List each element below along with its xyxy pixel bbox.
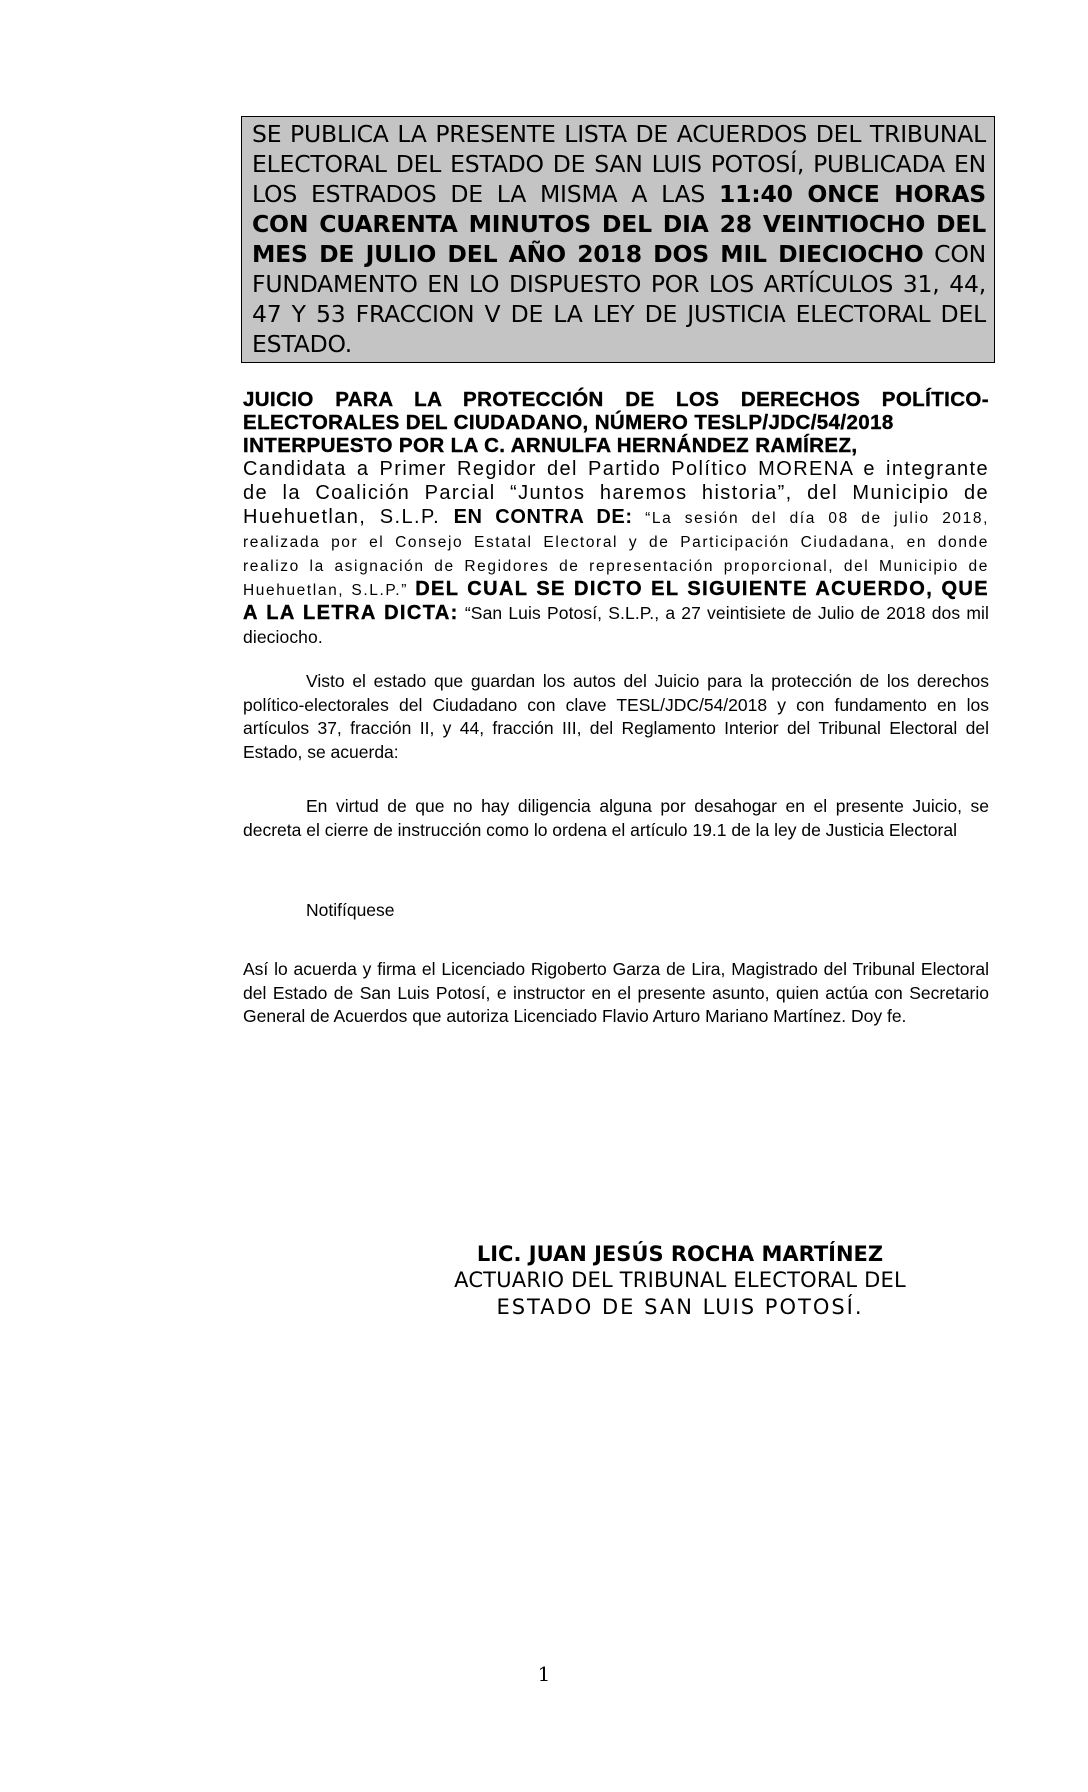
signatory-name: LIC. JUAN JESÚS ROCHA MARTÍNEZ — [476, 1242, 884, 1266]
case-description — [243, 457, 989, 649]
publication-notice-box — [241, 116, 995, 363]
notice-text-intro: SE PUBLICA LA PRESENTE LISTA DE ACUERDOS DEL TRIBUNAL ELECTORAL DEL ESTADO DE SAN LUIS POTOSÍ, PUBLICADA EN LOS ESTRADOS DE LA MISMA A LAS — [252, 120, 986, 208]
signatory-role-line-2: ESTADO DE SAN LUIS POTOSÍ. — [496, 1295, 864, 1319]
agreement-paragraph-1: Visto el estado que guardan los autos del Juicio para la protección de los derechos político-electorales del Ciudadano con clave TESL/JDC/54/2018 y con fundamento en los artículos 37, fracción II, y 44, fracción III, del Reglamento Interior del Tribunal Electoral del Estado, se acuerda: — [243, 671, 989, 762]
agreement-date-line: “San Luis Potosí, S.L.P., a 27 veintisiete de Julio de 2018 dos mil dieciocho. — [243, 603, 989, 647]
against-label: EN CONTRA DE: — [453, 506, 633, 528]
against-quote: “La sesión del día 08 de julio 2018, realizada por el Consejo Estatal Electoral y de Participación Ciudadana, en donde realizo la asignación de Regidores de representación proporcional, del Municipio de Huehuetlan, S.L.P.” — [243, 510, 989, 599]
candidate-description: Candidata a Primer Regidor del Partido Político MORENA e integrante de la Coalición Parcial “Juntos haremos historia”, del Municipio de Huehuetlan, S.L.P. — [243, 458, 989, 528]
agreement-paragraph-2: En virtud de que no hay diligencia alguna por desahogar en el presente Juicio, se decreta el cierre de instrucción como lo ordena el artículo 19.1 de la ley de Justicia Electoral — [243, 796, 989, 840]
case-filed-by: INTERPUESTO POR LA C. ARNULFA HERNÁNDEZ RAMÍREZ, — [243, 434, 858, 457]
notify-paragraph: Notifíquese — [306, 900, 395, 920]
signatory-role-line-1: ACTUARIO DEL TRIBUNAL ELECTORAL DEL — [454, 1268, 906, 1292]
notice-text-datetime: 11:40 ONCE HORAS CON CUARENTA MINUTOS DEL DIA 28 VEINTIOCHO DEL MES DE JULIO DEL AÑO 2018 DOS MIL DIECIOCHO — [252, 180, 986, 268]
case-title: JUICIO PARA LA PROTECCIÓN DE LOS DERECHOS POLÍTICO-ELECTORALES DEL CIUDADANO, NÚMERO TESLP/JDC/54/2018 — [243, 388, 989, 434]
case-heading — [243, 388, 989, 649]
signature-statement-paragraph: Así lo acuerda y firma el Licenciado Rigoberto Garza de Lira, Magistrado del Tribunal Electoral del Estado de San Luis Potosí, e instructor en el presente asunto, quien actúa con Secretario General de Acuerdos que autoriza Licenciado Flavio Arturo Mariano Martínez. Doy fe. — [243, 959, 989, 1026]
agreement-intro: DEL CUAL SE DICTO EL SIGUIENTE ACUERDO, QUE A LA LETRA DICTA: — [243, 578, 989, 624]
page-number: 1 — [537, 1662, 551, 1686]
notice-text-legal-basis: CON FUNDAMENTO EN LO DISPUESTO POR LOS ARTÍCULOS 31, 44, 47 Y 53 FRACCION V DE LA LEY DE JUSTICIA ELECTORAL DEL ESTADO. — [252, 240, 986, 358]
